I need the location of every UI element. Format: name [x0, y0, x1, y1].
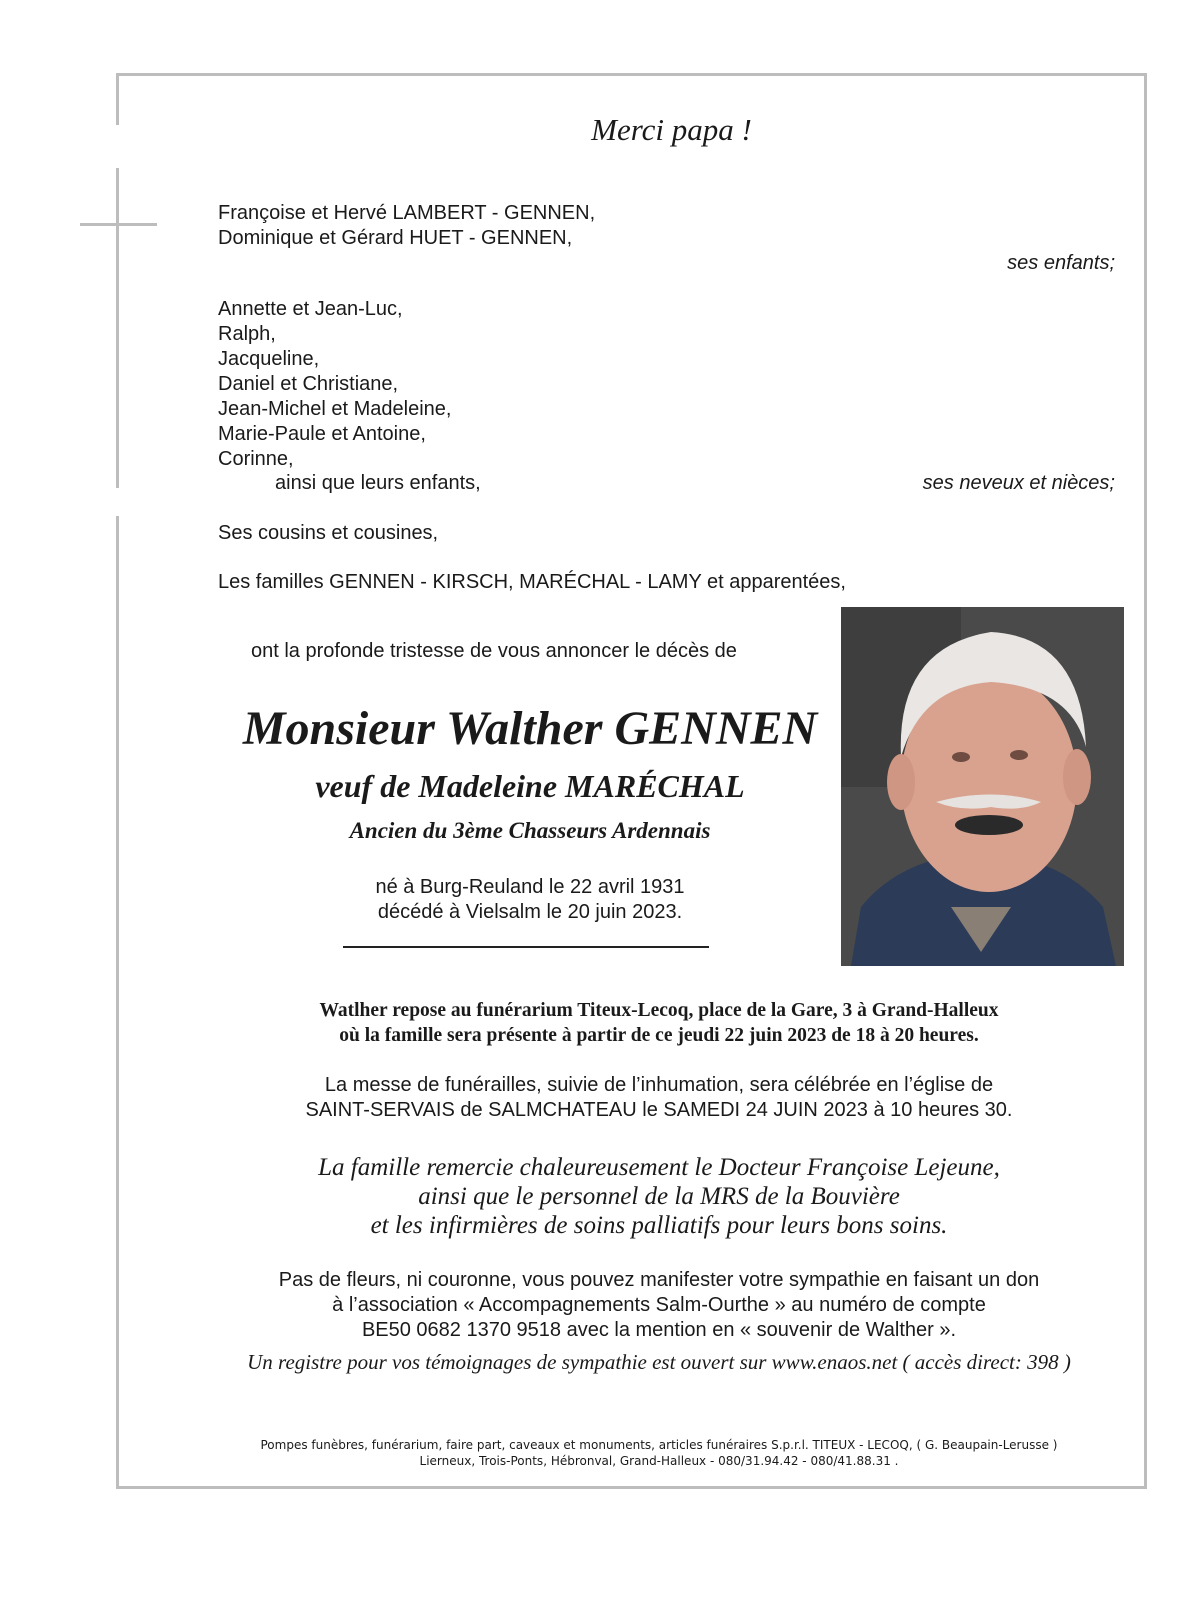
- footer-line-1: Pompes funèbres, funérarium, faire part, caveaux et monuments, articles funéraires S.p.r.l. TITEUX - LECOQ, ( G. Beaupain-Lerusse ): [260, 1438, 1058, 1452]
- flowers-block: [0, 1268, 1203, 1343]
- cross-vertical-bar: [116, 168, 119, 488]
- deceased-name: Monsieur Walther GENNEN: [242, 702, 818, 755]
- nephews-children: ainsi que leurs enfants,: [275, 472, 481, 494]
- registry-line: Un registre pour vos témoignages de sympathie est ouvert sur www.enaos.net ( accès direct: 398 ): [247, 1350, 1071, 1374]
- frame-bottom-border: [116, 1486, 1147, 1489]
- child-line-2: Dominique et Gérard HUET - GENNEN,: [218, 227, 573, 249]
- former-service-line: Ancien du 3ème Chasseurs Ardennais: [349, 818, 711, 843]
- birth-death-dates: [130, 875, 930, 925]
- flowers-line-3: BE50 0682 1370 9518 avec la mention en « souvenir de Walther ».: [361, 1319, 957, 1341]
- footer-line-2: Lierneux, Trois-Ponts, Hébronval, Grand-Halleux - 080/31.94.42 - 080/41.88.31 .: [419, 1454, 899, 1468]
- death-line: décédé à Vielsalm le 20 juin 2023.: [377, 901, 683, 923]
- portrait-photo: [841, 607, 1124, 966]
- frame-top-border: [116, 73, 1147, 76]
- mass-line-1: La messe de funérailles, suivie de l’inhumation, sera célébrée en l’église de: [324, 1074, 994, 1096]
- thanks-block: [0, 1153, 1203, 1240]
- child-line-1: Françoise et Hervé LAMBERT - GENNEN,: [218, 202, 596, 224]
- nephew-line-6: Marie-Paule et Antoine,: [218, 423, 426, 445]
- flowers-line-2: à l’association « Accompagnements Salm-Ourthe » au numéro de compte: [332, 1294, 986, 1316]
- birth-line: né à Burg-Reuland le 22 avril 1931: [375, 876, 685, 898]
- nephew-line-1: Annette et Jean-Luc,: [218, 298, 403, 320]
- separator-line: [343, 946, 709, 948]
- repose-block: [0, 998, 1203, 1048]
- families-line: Les familles GENNEN - KIRSCH, MARÉCHAL - LAMY et apparentées,: [218, 571, 846, 593]
- repose-line-2: où la famille sera présente à partir de ce jeudi 22 juin 2023 de 18 à 20 heures.: [339, 1025, 979, 1046]
- nephews-relation: ses neveux et nièces;: [922, 472, 1115, 494]
- announce-line: ont la profonde tristesse de vous annoncer le décès de: [251, 640, 737, 662]
- children-relation: ses enfants;: [1007, 252, 1115, 274]
- thanks-line-1: La famille remercie chaleureusement le Docteur Françoise Lejeune,: [318, 1154, 1000, 1181]
- nephew-line-4: Daniel et Christiane,: [218, 373, 399, 395]
- nephew-line-2: Ralph,: [218, 323, 276, 345]
- nephew-line-5: Jean-Michel et Madeleine,: [218, 398, 452, 420]
- footer-block: [0, 1437, 1203, 1469]
- mass-line-2: SAINT-SERVAIS de SALMCHATEAU le SAMEDI 24 JUIN 2023 à 10 heures 30.: [305, 1099, 1013, 1121]
- heading-merci: Merci papa !: [591, 112, 752, 147]
- nephew-line-7: Corinne,: [218, 448, 294, 470]
- thanks-line-3: et les infirmières de soins palliatifs pour leurs bons soins.: [370, 1212, 948, 1239]
- flowers-line-1: Pas de fleurs, ni couronne, vous pouvez manifester votre sympathie en faisant un don: [278, 1269, 1040, 1291]
- cross-horizontal-bar: [80, 223, 157, 226]
- thanks-line-2: ainsi que le personnel de la MRS de la Bouvière: [418, 1183, 900, 1210]
- mass-block: [0, 1073, 1203, 1123]
- nephew-line-3: Jacqueline,: [218, 348, 320, 370]
- portrait-illustration: [841, 607, 1124, 966]
- repose-line-1: Watlher repose au funérarium Titeux-Lecoq, place de la Gare, 3 à Grand-Halleux: [319, 1000, 999, 1021]
- cousins-line: Ses cousins et cousines,: [218, 522, 439, 544]
- widower-line: veuf de Madeleine MARÉCHAL: [315, 768, 745, 804]
